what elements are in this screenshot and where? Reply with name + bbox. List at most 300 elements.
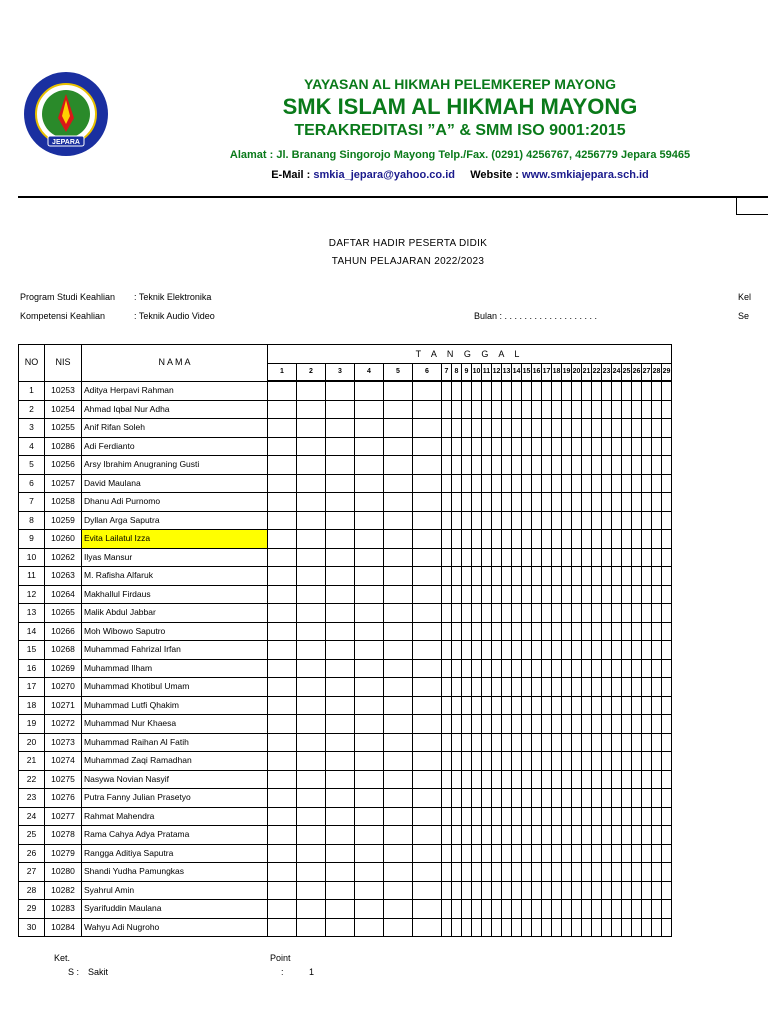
attendance-cell[interactable]: [297, 622, 326, 641]
attendance-cell[interactable]: [472, 622, 482, 641]
attendance-cell[interactable]: [502, 752, 512, 771]
attendance-cell[interactable]: [602, 381, 612, 400]
attendance-cell[interactable]: [512, 881, 522, 900]
attendance-cell[interactable]: [602, 622, 612, 641]
attendance-cell[interactable]: [612, 863, 622, 882]
attendance-cell[interactable]: [452, 770, 462, 789]
attendance-cell[interactable]: [512, 900, 522, 919]
attendance-cell[interactable]: [472, 752, 482, 771]
attendance-cell[interactable]: [582, 659, 592, 678]
attendance-cell[interactable]: [413, 585, 442, 604]
attendance-cell[interactable]: [384, 474, 413, 493]
attendance-cell[interactable]: [442, 585, 452, 604]
attendance-cell[interactable]: [413, 844, 442, 863]
attendance-cell[interactable]: [355, 733, 384, 752]
attendance-cell[interactable]: [642, 419, 652, 438]
attendance-cell[interactable]: [532, 900, 542, 919]
attendance-cell[interactable]: [622, 511, 632, 530]
attendance-cell[interactable]: [482, 493, 492, 512]
attendance-cell[interactable]: [552, 604, 562, 623]
attendance-cell[interactable]: [652, 474, 662, 493]
attendance-cell[interactable]: [652, 548, 662, 567]
website-link[interactable]: www.smkiajepara.sch.id: [522, 169, 649, 181]
attendance-cell[interactable]: [384, 381, 413, 400]
attendance-cell[interactable]: [482, 863, 492, 882]
attendance-cell[interactable]: [602, 918, 612, 937]
attendance-cell[interactable]: [582, 641, 592, 660]
attendance-cell[interactable]: [662, 511, 672, 530]
attendance-cell[interactable]: [442, 863, 452, 882]
attendance-cell[interactable]: [602, 678, 612, 697]
attendance-cell[interactable]: [612, 567, 622, 586]
attendance-cell[interactable]: [652, 826, 662, 845]
attendance-cell[interactable]: [552, 474, 562, 493]
attendance-cell[interactable]: [552, 548, 562, 567]
attendance-cell[interactable]: [297, 585, 326, 604]
attendance-cell[interactable]: [384, 900, 413, 919]
attendance-cell[interactable]: [482, 918, 492, 937]
attendance-cell[interactable]: [452, 733, 462, 752]
attendance-cell[interactable]: [632, 641, 642, 660]
attendance-cell[interactable]: [662, 733, 672, 752]
attendance-cell[interactable]: [492, 641, 502, 660]
attendance-cell[interactable]: [268, 474, 297, 493]
attendance-cell[interactable]: [602, 881, 612, 900]
attendance-cell[interactable]: [612, 437, 622, 456]
attendance-cell[interactable]: [452, 548, 462, 567]
attendance-cell[interactable]: [268, 696, 297, 715]
attendance-cell[interactable]: [532, 807, 542, 826]
attendance-cell[interactable]: [522, 918, 532, 937]
attendance-cell[interactable]: [522, 789, 532, 808]
attendance-cell[interactable]: [622, 548, 632, 567]
attendance-cell[interactable]: [612, 641, 622, 660]
email-link[interactable]: smkia_jepara@yahoo.co.id: [313, 169, 455, 181]
attendance-cell[interactable]: [562, 696, 572, 715]
attendance-cell[interactable]: [442, 511, 452, 530]
attendance-cell[interactable]: [502, 604, 512, 623]
attendance-cell[interactable]: [413, 622, 442, 641]
attendance-cell[interactable]: [582, 456, 592, 475]
attendance-cell[interactable]: [442, 419, 452, 438]
attendance-cell[interactable]: [502, 641, 512, 660]
attendance-cell[interactable]: [562, 548, 572, 567]
attendance-cell[interactable]: [413, 881, 442, 900]
attendance-cell[interactable]: [532, 622, 542, 641]
attendance-cell[interactable]: [642, 604, 652, 623]
attendance-cell[interactable]: [462, 437, 472, 456]
attendance-cell[interactable]: [355, 807, 384, 826]
attendance-cell[interactable]: [542, 770, 552, 789]
attendance-cell[interactable]: [602, 400, 612, 419]
attendance-cell[interactable]: [632, 419, 642, 438]
attendance-cell[interactable]: [462, 659, 472, 678]
attendance-cell[interactable]: [642, 789, 652, 808]
attendance-cell[interactable]: [592, 400, 602, 419]
attendance-cell[interactable]: [492, 622, 502, 641]
attendance-cell[interactable]: [542, 400, 552, 419]
attendance-cell[interactable]: [532, 585, 542, 604]
attendance-cell[interactable]: [622, 678, 632, 697]
attendance-cell[interactable]: [552, 530, 562, 549]
attendance-cell[interactable]: [552, 567, 562, 586]
attendance-cell[interactable]: [512, 622, 522, 641]
attendance-cell[interactable]: [482, 548, 492, 567]
attendance-cell[interactable]: [355, 474, 384, 493]
attendance-cell[interactable]: [442, 474, 452, 493]
attendance-cell[interactable]: [582, 419, 592, 438]
attendance-cell[interactable]: [384, 881, 413, 900]
attendance-cell[interactable]: [462, 715, 472, 734]
attendance-cell[interactable]: [592, 826, 602, 845]
attendance-cell[interactable]: [602, 511, 612, 530]
attendance-cell[interactable]: [355, 881, 384, 900]
attendance-cell[interactable]: [482, 604, 492, 623]
attendance-cell[interactable]: [562, 585, 572, 604]
attendance-cell[interactable]: [326, 567, 355, 586]
attendance-cell[interactable]: [442, 400, 452, 419]
attendance-cell[interactable]: [642, 659, 652, 678]
attendance-cell[interactable]: [502, 678, 512, 697]
attendance-cell[interactable]: [522, 659, 532, 678]
attendance-cell[interactable]: [492, 715, 502, 734]
attendance-cell[interactable]: [512, 678, 522, 697]
attendance-cell[interactable]: [384, 789, 413, 808]
attendance-cell[interactable]: [472, 900, 482, 919]
attendance-cell[interactable]: [384, 493, 413, 512]
attendance-cell[interactable]: [492, 419, 502, 438]
attendance-cell[interactable]: [662, 844, 672, 863]
attendance-cell[interactable]: [582, 530, 592, 549]
attendance-cell[interactable]: [642, 641, 652, 660]
attendance-cell[interactable]: [632, 900, 642, 919]
attendance-cell[interactable]: [355, 826, 384, 845]
attendance-cell[interactable]: [522, 511, 532, 530]
attendance-cell[interactable]: [562, 400, 572, 419]
attendance-cell[interactable]: [572, 659, 582, 678]
attendance-cell[interactable]: [602, 733, 612, 752]
attendance-cell[interactable]: [592, 659, 602, 678]
attendance-cell[interactable]: [355, 400, 384, 419]
attendance-cell[interactable]: [326, 456, 355, 475]
attendance-cell[interactable]: [268, 752, 297, 771]
attendance-cell[interactable]: [482, 770, 492, 789]
attendance-cell[interactable]: [442, 826, 452, 845]
attendance-cell[interactable]: [502, 585, 512, 604]
attendance-cell[interactable]: [592, 474, 602, 493]
attendance-cell[interactable]: [572, 437, 582, 456]
attendance-cell[interactable]: [592, 789, 602, 808]
attendance-cell[interactable]: [462, 918, 472, 937]
attendance-cell[interactable]: [492, 474, 502, 493]
attendance-cell[interactable]: [462, 381, 472, 400]
attendance-cell[interactable]: [642, 696, 652, 715]
attendance-cell[interactable]: [452, 400, 462, 419]
attendance-cell[interactable]: [502, 789, 512, 808]
attendance-cell[interactable]: [522, 900, 532, 919]
attendance-cell[interactable]: [582, 918, 592, 937]
attendance-cell[interactable]: [462, 826, 472, 845]
attendance-cell[interactable]: [492, 752, 502, 771]
attendance-cell[interactable]: [652, 641, 662, 660]
attendance-cell[interactable]: [384, 844, 413, 863]
attendance-cell[interactable]: [552, 881, 562, 900]
attendance-cell[interactable]: [512, 381, 522, 400]
attendance-cell[interactable]: [522, 826, 532, 845]
attendance-cell[interactable]: [512, 659, 522, 678]
attendance-cell[interactable]: [462, 604, 472, 623]
attendance-cell[interactable]: [622, 493, 632, 512]
attendance-cell[interactable]: [652, 900, 662, 919]
attendance-cell[interactable]: [492, 456, 502, 475]
attendance-cell[interactable]: [572, 863, 582, 882]
attendance-cell[interactable]: [532, 863, 542, 882]
attendance-cell[interactable]: [632, 807, 642, 826]
attendance-cell[interactable]: [297, 789, 326, 808]
attendance-cell[interactable]: [442, 493, 452, 512]
attendance-cell[interactable]: [522, 456, 532, 475]
attendance-cell[interactable]: [562, 789, 572, 808]
attendance-cell[interactable]: [632, 715, 642, 734]
attendance-cell[interactable]: [542, 548, 552, 567]
attendance-cell[interactable]: [572, 900, 582, 919]
attendance-cell[interactable]: [462, 567, 472, 586]
attendance-cell[interactable]: [572, 881, 582, 900]
attendance-cell[interactable]: [612, 918, 622, 937]
attendance-cell[interactable]: [502, 659, 512, 678]
attendance-cell[interactable]: [355, 659, 384, 678]
attendance-cell[interactable]: [413, 715, 442, 734]
attendance-cell[interactable]: [512, 641, 522, 660]
attendance-cell[interactable]: [482, 622, 492, 641]
attendance-cell[interactable]: [552, 807, 562, 826]
attendance-cell[interactable]: [662, 437, 672, 456]
attendance-cell[interactable]: [582, 807, 592, 826]
attendance-cell[interactable]: [512, 715, 522, 734]
attendance-cell[interactable]: [522, 474, 532, 493]
attendance-cell[interactable]: [512, 604, 522, 623]
attendance-cell[interactable]: [326, 622, 355, 641]
attendance-cell[interactable]: [602, 437, 612, 456]
attendance-cell[interactable]: [384, 733, 413, 752]
attendance-cell[interactable]: [592, 585, 602, 604]
attendance-cell[interactable]: [652, 678, 662, 697]
attendance-cell[interactable]: [662, 641, 672, 660]
attendance-cell[interactable]: [326, 400, 355, 419]
attendance-cell[interactable]: [632, 530, 642, 549]
attendance-cell[interactable]: [572, 752, 582, 771]
attendance-cell[interactable]: [268, 456, 297, 475]
attendance-cell[interactable]: [562, 900, 572, 919]
attendance-cell[interactable]: [413, 567, 442, 586]
attendance-cell[interactable]: [326, 752, 355, 771]
attendance-cell[interactable]: [502, 511, 512, 530]
attendance-cell[interactable]: [602, 548, 612, 567]
attendance-cell[interactable]: [532, 826, 542, 845]
attendance-cell[interactable]: [442, 900, 452, 919]
attendance-cell[interactable]: [632, 622, 642, 641]
attendance-cell[interactable]: [452, 419, 462, 438]
attendance-cell[interactable]: [482, 530, 492, 549]
attendance-cell[interactable]: [622, 715, 632, 734]
attendance-cell[interactable]: [622, 400, 632, 419]
attendance-cell[interactable]: [562, 567, 572, 586]
attendance-cell[interactable]: [592, 863, 602, 882]
attendance-cell[interactable]: [632, 604, 642, 623]
attendance-cell[interactable]: [542, 474, 552, 493]
attendance-cell[interactable]: [572, 807, 582, 826]
attendance-cell[interactable]: [612, 789, 622, 808]
attendance-cell[interactable]: [413, 400, 442, 419]
attendance-cell[interactable]: [297, 863, 326, 882]
attendance-cell[interactable]: [572, 456, 582, 475]
attendance-cell[interactable]: [442, 881, 452, 900]
attendance-cell[interactable]: [612, 826, 622, 845]
attendance-cell[interactable]: [384, 604, 413, 623]
attendance-cell[interactable]: [297, 493, 326, 512]
attendance-cell[interactable]: [562, 807, 572, 826]
attendance-cell[interactable]: [572, 641, 582, 660]
attendance-cell[interactable]: [642, 530, 652, 549]
attendance-cell[interactable]: [472, 567, 482, 586]
attendance-cell[interactable]: [268, 585, 297, 604]
attendance-cell[interactable]: [462, 678, 472, 697]
attendance-cell[interactable]: [592, 641, 602, 660]
attendance-cell[interactable]: [562, 511, 572, 530]
attendance-cell[interactable]: [552, 381, 562, 400]
attendance-cell[interactable]: [592, 733, 602, 752]
attendance-cell[interactable]: [572, 622, 582, 641]
attendance-cell[interactable]: [492, 863, 502, 882]
attendance-cell[interactable]: [572, 567, 582, 586]
attendance-cell[interactable]: [532, 881, 542, 900]
attendance-cell[interactable]: [632, 770, 642, 789]
attendance-cell[interactable]: [622, 733, 632, 752]
attendance-cell[interactable]: [268, 715, 297, 734]
attendance-cell[interactable]: [592, 752, 602, 771]
attendance-cell[interactable]: [582, 900, 592, 919]
attendance-cell[interactable]: [492, 585, 502, 604]
attendance-cell[interactable]: [442, 844, 452, 863]
attendance-cell[interactable]: [532, 400, 542, 419]
attendance-cell[interactable]: [642, 807, 652, 826]
attendance-cell[interactable]: [662, 381, 672, 400]
attendance-cell[interactable]: [297, 641, 326, 660]
attendance-cell[interactable]: [582, 604, 592, 623]
attendance-cell[interactable]: [562, 641, 572, 660]
attendance-cell[interactable]: [482, 456, 492, 475]
attendance-cell[interactable]: [452, 715, 462, 734]
attendance-cell[interactable]: [562, 419, 572, 438]
attendance-cell[interactable]: [622, 696, 632, 715]
attendance-cell[interactable]: [642, 548, 652, 567]
attendance-cell[interactable]: [492, 511, 502, 530]
attendance-cell[interactable]: [384, 622, 413, 641]
attendance-cell[interactable]: [552, 659, 562, 678]
attendance-cell[interactable]: [652, 918, 662, 937]
attendance-cell[interactable]: [532, 437, 542, 456]
attendance-cell[interactable]: [572, 419, 582, 438]
attendance-cell[interactable]: [572, 918, 582, 937]
attendance-cell[interactable]: [512, 419, 522, 438]
attendance-cell[interactable]: [492, 770, 502, 789]
attendance-cell[interactable]: [384, 585, 413, 604]
attendance-cell[interactable]: [472, 437, 482, 456]
attendance-cell[interactable]: [502, 715, 512, 734]
attendance-cell[interactable]: [552, 622, 562, 641]
attendance-cell[interactable]: [297, 548, 326, 567]
attendance-cell[interactable]: [297, 733, 326, 752]
attendance-cell[interactable]: [482, 715, 492, 734]
attendance-cell[interactable]: [552, 419, 562, 438]
attendance-cell[interactable]: [472, 493, 482, 512]
attendance-cell[interactable]: [502, 437, 512, 456]
attendance-cell[interactable]: [482, 752, 492, 771]
attendance-cell[interactable]: [442, 567, 452, 586]
attendance-cell[interactable]: [582, 844, 592, 863]
attendance-cell[interactable]: [582, 567, 592, 586]
attendance-cell[interactable]: [542, 493, 552, 512]
attendance-cell[interactable]: [297, 715, 326, 734]
attendance-cell[interactable]: [297, 918, 326, 937]
attendance-cell[interactable]: [268, 918, 297, 937]
attendance-cell[interactable]: [462, 585, 472, 604]
attendance-cell[interactable]: [652, 493, 662, 512]
attendance-cell[interactable]: [642, 900, 652, 919]
attendance-cell[interactable]: [326, 826, 355, 845]
attendance-cell[interactable]: [268, 659, 297, 678]
attendance-cell[interactable]: [413, 696, 442, 715]
attendance-cell[interactable]: [542, 715, 552, 734]
attendance-cell[interactable]: [355, 567, 384, 586]
attendance-cell[interactable]: [552, 789, 562, 808]
attendance-cell[interactable]: [552, 733, 562, 752]
attendance-cell[interactable]: [532, 641, 542, 660]
attendance-cell[interactable]: [492, 826, 502, 845]
attendance-cell[interactable]: [622, 863, 632, 882]
attendance-cell[interactable]: [297, 456, 326, 475]
attendance-cell[interactable]: [384, 659, 413, 678]
attendance-cell[interactable]: [462, 493, 472, 512]
attendance-cell[interactable]: [384, 400, 413, 419]
attendance-cell[interactable]: [612, 381, 622, 400]
attendance-cell[interactable]: [652, 585, 662, 604]
attendance-cell[interactable]: [492, 807, 502, 826]
attendance-cell[interactable]: [642, 752, 652, 771]
attendance-cell[interactable]: [612, 400, 622, 419]
attendance-cell[interactable]: [662, 863, 672, 882]
attendance-cell[interactable]: [632, 567, 642, 586]
attendance-cell[interactable]: [632, 511, 642, 530]
attendance-cell[interactable]: [502, 548, 512, 567]
attendance-cell[interactable]: [572, 511, 582, 530]
attendance-cell[interactable]: [532, 511, 542, 530]
attendance-cell[interactable]: [512, 826, 522, 845]
attendance-cell[interactable]: [297, 567, 326, 586]
attendance-cell[interactable]: [542, 511, 552, 530]
attendance-cell[interactable]: [522, 419, 532, 438]
attendance-cell[interactable]: [582, 511, 592, 530]
attendance-cell[interactable]: [602, 715, 612, 734]
attendance-cell[interactable]: [502, 918, 512, 937]
attendance-cell[interactable]: [355, 511, 384, 530]
attendance-cell[interactable]: [452, 807, 462, 826]
attendance-cell[interactable]: [442, 807, 452, 826]
attendance-cell[interactable]: [642, 918, 652, 937]
attendance-cell[interactable]: [492, 493, 502, 512]
attendance-cell[interactable]: [452, 826, 462, 845]
attendance-cell[interactable]: [662, 604, 672, 623]
